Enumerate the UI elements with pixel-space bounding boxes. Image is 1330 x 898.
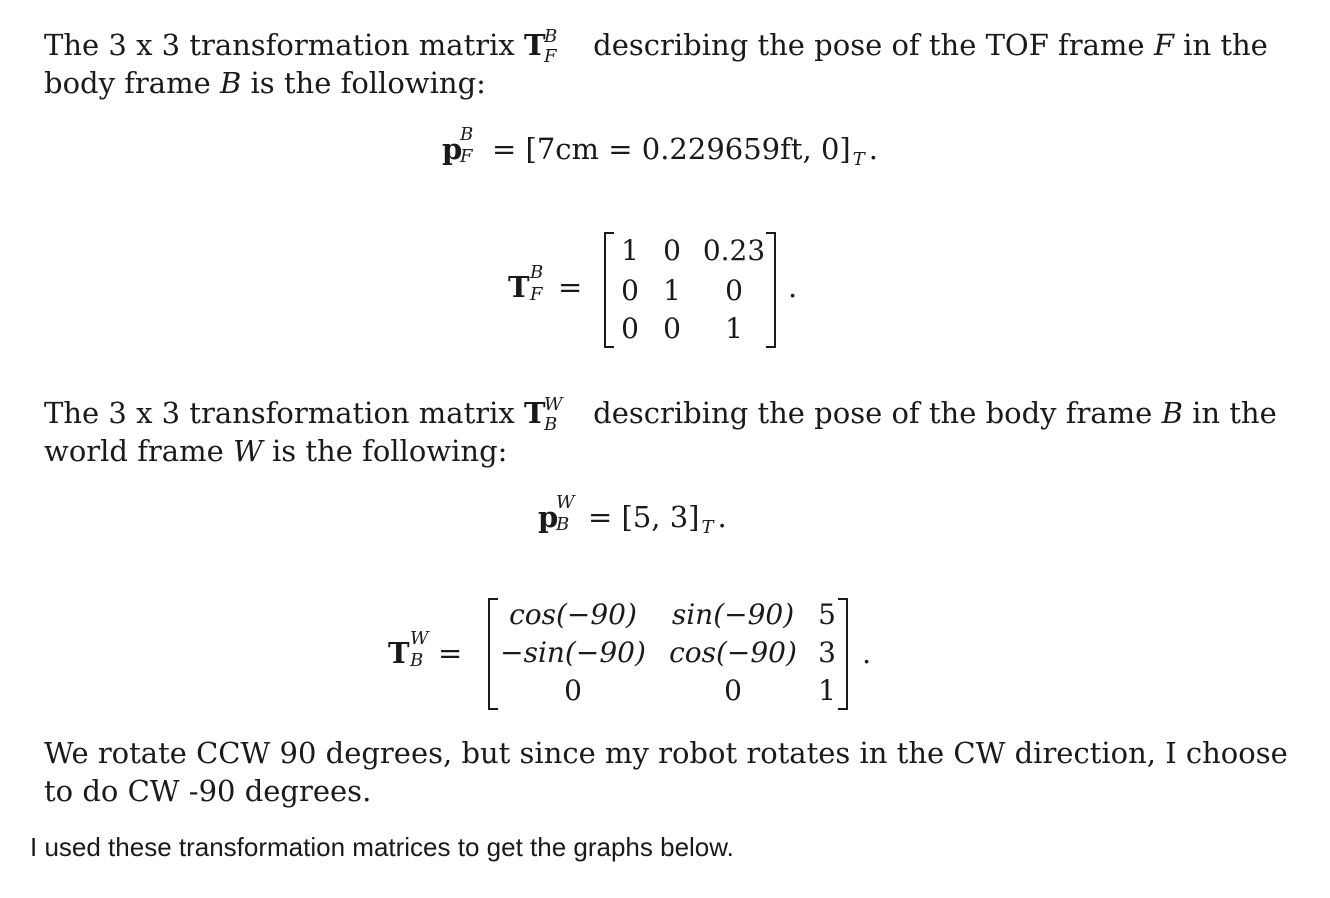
- equation-period: .: [788, 270, 798, 304]
- equation-rhs: = [5, 3]: [588, 500, 700, 534]
- matrix-cell: sin(−90): [671, 598, 795, 631]
- math-T-B-W: [388, 628, 438, 671]
- paragraph-line: [44, 64, 1284, 102]
- matrix-T-F-B: [604, 232, 776, 348]
- math-superscript: T: [852, 149, 865, 170]
- text-span: world frame: [44, 434, 233, 468]
- math-subscript: B: [556, 514, 570, 535]
- matrix-cell: cos(−90): [509, 598, 637, 631]
- matrix-cell: 0: [621, 312, 639, 345]
- matrix-bracket-left: [604, 232, 614, 348]
- math-superscript: T: [701, 517, 714, 538]
- math-symbol: p: [442, 132, 463, 166]
- text-span: in the: [1182, 396, 1277, 430]
- matrix1-lhs: [508, 262, 583, 305]
- math-symbol: B: [1161, 396, 1183, 430]
- paragraph-line: [44, 394, 1284, 435]
- matrix-cell: 1: [818, 674, 836, 707]
- math-p-F-B: [442, 124, 492, 167]
- matrix-cell: 1: [725, 312, 743, 345]
- equation-rhs: = [7cm = 0.229659ft, 0]: [492, 132, 851, 166]
- paragraph-body-intro: [44, 394, 1284, 470]
- math-symbol: T: [508, 270, 530, 304]
- matrix-T-B-W: [488, 598, 848, 710]
- math-superscript: W: [556, 492, 575, 513]
- math-symbol: T: [388, 636, 410, 670]
- math-subscript: F: [460, 146, 473, 167]
- matrix-cell: 5: [818, 598, 836, 631]
- matrix-cell: −sin(−90): [500, 636, 646, 669]
- matrix-cell: 3: [818, 636, 836, 669]
- matrix-bracket-right: [766, 232, 776, 348]
- matrix1-period: [788, 270, 797, 304]
- paragraph-line: [44, 432, 1284, 470]
- text-span: The 3 x 3 transformation matrix: [44, 396, 524, 430]
- text-span: is the following:: [262, 434, 508, 468]
- matrix-cell: 0.23: [702, 234, 766, 267]
- math-symbol: F: [1153, 28, 1174, 62]
- paragraph-line: We rotate CCW 90 degrees, but since my robot rotates in the CW direction, I choose: [44, 736, 1288, 770]
- math-subscript: F: [543, 46, 557, 67]
- equation-p-B-W: [538, 492, 727, 538]
- matrix-cell: 1: [663, 274, 681, 307]
- matrix-cell: 1: [621, 234, 639, 267]
- math-subscript: F: [530, 284, 543, 305]
- math-p-B-W: [538, 492, 588, 535]
- matrix2-period: [862, 636, 871, 670]
- paragraph-tof-intro: [44, 26, 1284, 102]
- equals-sign: =: [438, 636, 463, 670]
- paragraph-line: to do CW -90 degrees.: [44, 774, 372, 808]
- math-superscript: W: [410, 628, 429, 649]
- math-superscript: B: [460, 124, 474, 145]
- math-superscript: W: [543, 394, 563, 415]
- equation-p-F-B: [442, 124, 878, 170]
- matrix-cell: cos(−90): [669, 636, 797, 669]
- matrix-cell: 0: [663, 234, 681, 267]
- math-subscript: B: [543, 414, 558, 435]
- math-superscript: B: [543, 26, 558, 47]
- math-symbol: W: [232, 434, 263, 468]
- text-span: describing the pose of the body frame: [583, 396, 1162, 430]
- matrix-cell: 0: [663, 312, 681, 345]
- equals-sign: =: [558, 270, 583, 304]
- paragraph-graphs-note: I used these transformation matrices to get the graphs below.: [30, 832, 734, 862]
- math-symbol: p: [538, 500, 559, 534]
- paragraph-line: [44, 26, 1284, 67]
- math-symbol: T: [523, 28, 546, 62]
- matrix2-lhs: [388, 628, 463, 671]
- matrix-cell: 0: [564, 674, 582, 707]
- math-T-F-B: [523, 26, 584, 67]
- math-subscript: B: [410, 650, 424, 671]
- math-symbol: B: [219, 66, 242, 100]
- text-span: body frame: [44, 66, 220, 100]
- equation-period: .: [868, 132, 878, 166]
- text-span: in the: [1173, 28, 1268, 62]
- matrix-cell: 0: [621, 274, 639, 307]
- paragraph-rotation-note: [44, 734, 1304, 810]
- text-span: The 3 x 3 transformation matrix: [44, 28, 524, 62]
- math-T-B-W: [523, 394, 584, 435]
- math-symbol: T: [523, 396, 546, 430]
- text-span: describing the pose of the TOF frame: [583, 28, 1154, 62]
- matrix-cell: 0: [724, 674, 742, 707]
- matrix-bracket-left: [488, 598, 498, 710]
- text-span: is the following:: [241, 66, 486, 100]
- matrix-cell: 0: [725, 274, 743, 307]
- math-superscript: B: [530, 262, 544, 283]
- equation-period: .: [717, 500, 727, 534]
- equation-period: .: [862, 636, 872, 670]
- math-T-F-B: [508, 262, 558, 305]
